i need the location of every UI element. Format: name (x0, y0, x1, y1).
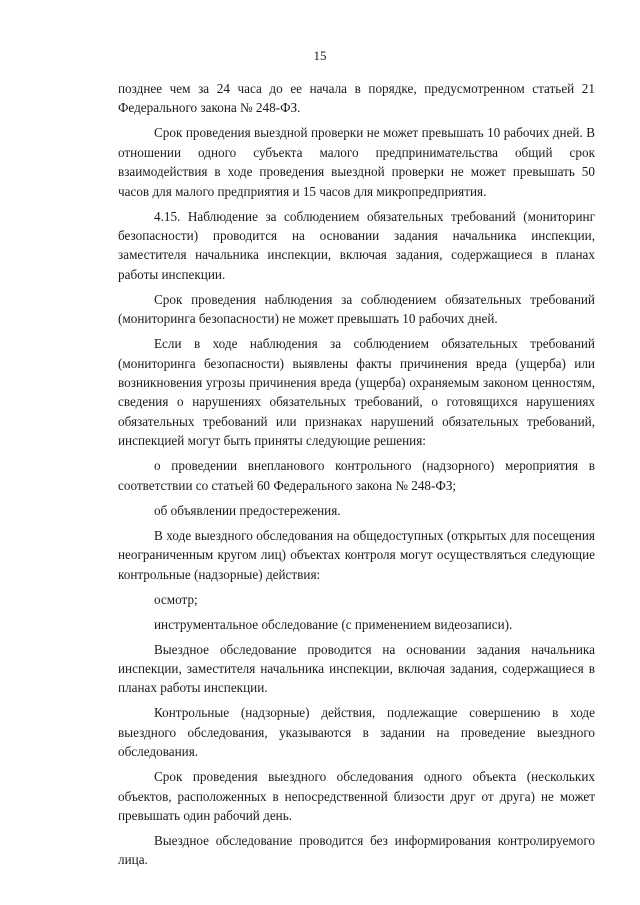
paragraph-9: осмотр; (154, 591, 198, 607)
paragraph-8: В ходе выездного обследования на общедоступных (открытых для посещения неограниченным кругом лиц) объектах контроля могут осуществляться следующие контрольные (надзорные) действия: (118, 527, 595, 582)
paragraph-7: об объявлении предостережения. (154, 502, 341, 518)
paragraph-13: Срок проведения выездного обследования одного объекта (нескольких объектов, расположенных в непосредственной близости друг от друга) не может превышать один рабочий день. (118, 769, 595, 823)
paragraph-11: Выездное обследование проводится на основании задания начальника инспекции, заместителя начальника инспекции, включая задания, содержащиеся в планах работы инспекции. (118, 641, 595, 696)
paragraph-3: 4.15. Наблюдение за соблюдением обязательных требований (мониторинг безопасности) проводится на основании задания начальника инспекции, заместителя начальника инспекции, включая задания, содержащиеся в планах работы инспекции. (118, 208, 595, 282)
paragraph-1: позднее чем за 24 часа до ее начала в порядке, предусмотренном статьей 21 Федерального закона № 248-ФЗ. (118, 81, 595, 116)
paragraph-5: Если в ходе наблюдения за соблюдением обязательных требований (мониторинга безопасности) выявлены факты причинения вреда (ущерба) или возникновения угрозы причинения вреда (ущерба) охраняемым законом ценностям, сведения о нарушениях обязательных требований, о готовящихся нарушениях обязательных требований или признаках нарушений обязательных требований, инспекцией могут быть приняты следующие решения: (118, 336, 595, 449)
paragraph-6: о проведении внепланового контрольного (надзорного) мероприятия в соответствии со статьей 60 Федерального закона № 248-ФЗ; (118, 458, 595, 493)
paragraph-14: Выездное обследование проводится без информирования контролируемого лица. (118, 832, 595, 868)
page-number: 15 (313, 48, 327, 63)
paragraph-2: Срок проведения выездной проверки не может превышать 10 рабочих дней. В отношении одного субъекта малого предпринимательства общий срок взаимодействия в ходе проведения выездной проверки не может превышать 50 часов для малого предприятия и 15 часов для микропредприятия. (118, 125, 595, 199)
paragraph-12: Контрольные (надзорные) действия, подлежащие совершению в ходе выездного обследования, указываются в задании на проведение выездного обследования. (118, 705, 595, 760)
document-body (118, 79, 595, 875)
paragraph-4: Срок проведения наблюдения за соблюдением обязательных требований (мониторинга безопасности) не может превышать 10 рабочих дней. (118, 291, 595, 327)
paragraph-10: инструментальное обследование (с применением видеозаписи). (154, 616, 513, 632)
